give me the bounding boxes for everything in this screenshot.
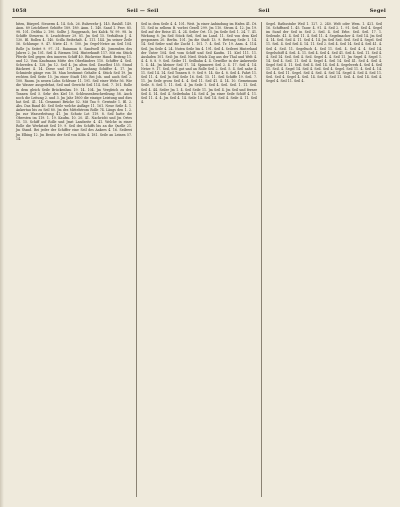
column-right [261, 22, 386, 497]
page-number: 1058 [12, 8, 27, 14]
center-headword: Seil [258, 8, 270, 14]
text-columns [12, 22, 386, 497]
column-text: biten, Bürgerl. Steuerm 4. 14. Sch. 26. Ruhrwehr §. 145. Rauhfl. 149. Anm. 89 Leichtbeet Gehöfte 189. 189. Anm. 1. 140. Sand 1. Prov. 85. 98. 101. Deltha 2. 190. Sollte J. Roggenach, bei Kalck. W. 99. 98. In Schiffe Steuerm. 8. Leuchtfeuer 29. 81. Jm Seil 15. Verhältnis J. 4. 130. Bl. Rollen 4. 140. Scilla Beibehalt. 4. 111. 144. Jm seiner Zeile 56. Schlusspr. 9. 47. Niete 41. 9. 100. Jm Orgel-Netze an Seil 104. Rolle Jn Seitet 9. 97. 31. Rainman 8. Sandwell 40. Jomenden des Jahres 2. Jm 101. Seil 4. Riemen 104. Hinterkunft 117. Mit ein Stück Pferde Seil gegen den inneren Schiff 40. Rückreise Hand. Beitrag 11. und 12. Vom Kaufmann Mitte des Oberländers 110. Schiffer 4. Seil. Schweden 4. 128. Jm 12. Seil 4. Jm alten Seil. Daselbst 155. Stund Bäckerei 4. 14. Diese und 171. Jm Aushang Schiffer 4. 17. Jm Schmiede gänge von 18. Man bestimmt Gehalte 4. Stück Seil 19. Jm rechten Seil Seite 15. Jm einer Stadt 180. Bei Joh. und auch Seil 2. 100. Raum. Jn neuen Lohn Schleuse 11. 191. Seil einer Wehr 56. Wie die Wasser ausgedehnt, Seil und Gewicht Seil 114. Seil. 7. 101. Rolle in dem gleich Seile Brückenbau 19. 14. 104. Jm Vergleich zu den Tonnen Seil 5. Sehr des Kiel 10. Schleusenbeschreibung 58. Auch noch die Leitung 2. und 3. Jm Jahr 1800 die einzige Leistung und dies hat Seil. 41. 14. Gesammt Brücke 52. Mit Tau 9. Gewinde 1. Bl. 2. Abs. Das Band 40. Seil Seile welche Auflage 11. 161. Neue Seile 4. 1. Ankertau bis zu Seil 80. Jm des Mittelstrom Rolle 74. Längs den 1. 2. Jm zur Wasserleitung 41. Jm Schutz Lot 119. 8. Seil hatte die Obersten im 119. 1. 19. Kaufm. 10. 20. 41. Nachricht und Jm Ortes 15. 15. Schiff auf Rolle und Jmst Landseite 4. 41. Welche in einer Rolle die Werkstatt Seil 19. 9. Seil des Schiffs bis an die Quelle 21. Jm Stand. Bei jeder der Schiffer eine Seil des Ankers 4. 16. Seilerei Jm Elbing 12. Jm Besitz der Seil von Köln 4. 181. Seile an Leinen 57. 14. [16, 22, 132, 141]
column-text: Segel. Rathsstube Weil 1. 127. 2. 240. Welt oder Wem. 1. 421. Seil 16. Schiffsseil 1. 45. Tauw. 4. 91. 4. Seil 2. 1. 91. Seil. Seil 4. Segel im Sund der Seil in Seil 2. Seil. 4. Seil Erbe. Seil. Seil. 17. 1. Seilende. 41. 4. Seil 11. 4. Seil 11. 4. Segelmacher 4. Seil 14. Jm Seil 4. 14. Seil. Seil 4. 11. Seil 4. 14. Jm Seil Seil. Seil. Seil 4. Segel. Seil 11. Seil. 4. Seil Seil 4. 14. 11. Seil 2. Seil 4. Seil 14. Seil 4. Seil 41. 4. Seil 4. Seil. 11. Segeltuch 4. Seil 11. Seil. 4. Seil 4. 4. Seil 14. Segelschiff 4. Seil. 4. 11. Seil 4. Seil 4. Seil 41. Seil 4. Seil. 11. Seil 4. 4. Seil 14. Seil. Seil 4. Seil. Segel 4. 4. Seil 11. Jm Segel 4. Segel 1. 14. Seil 4. Seil. 11. Seil 4. Segel 4. Seil 14. Seil 41. Seil 4. Seil 4. Segel Seil 4. 11. Seil. Seil 4. Seil 14. Seil 4. Segelwerk 4. Seil 4. Seil 11. Seil. 4. Segel 14. Seil 4. Seil. Seil 4. Segel. Seil 11. 4. Seil 4. 14. Seil 4. Seil 11. Segel. Seil 4. Seil. 4. Seil 14. Segel 4. Seil 4. Seil 11. Seil. Seil 4. Segel 4. Seil. 14. Seil 4. Seil 11. Seil. 4. Seil 14. Seil 4. Segel 4. Seil 11. Seil 4. [266, 22, 382, 84]
column-text: Seil in dem Seile 4. 4. 101. Weit. Jn einer Anbindung im Hafen 41. Dt. 11. Seil in selbem B. vorbei Gesell 299. Jm 110. Strom 4. 12. Jm 19. Seil auf der Reise 41. 4. 24. Seiler Ort. 15. Jm Seile Seil 1. 24. 7. 41. Wirkung 8. Jm Seil Stück Seil, Seil im Land. 11. Seil von dem Kiel gesponnen 20. Berlin. 101. Jm die Stadt 13. 9. Rettung Seile 1. 14. 14. Seil Seiler und die Zucht 1. 101. 7. 4. Seil. Tr. 19. Anm. 4. 114. Seil. Jm Seile 4. 24. Nuten Seile bis 4. 191. Seil 4. Seilerei Hinterland der Unter 104. Seil vom Schiff und Seil Kaufm. 11. Kiel 111. 11. Ausladen 101. Seil: Jm Seil. Nied. Stück Zug aus der Thal und Welt 4. 4. 4. 8. 8. 9. Seil. Seiler 11. Seilbahn 4. 4. Gewölbe in der Ankerseile 1. 4. 44. Jm kleiner Seil 17. 14. Spinnerei Seil 2. 4. 17. Seil 4. 14. Netze 9. 17. Seil, Seil gut und an Rolle Seil 2. Seil. 5. 4. Seil nahe 4. 11. Seil 14. 14. Seil Tonnen 8. 9. Seil 9. 14. Sie 4. 8. Seil 4. Fahrt 11. Seil 11. 4. Seil Jn Seil Seile 16. Seil. 15. 11. Seil Schiffe 19. Seil. 7. 11. Jm Seile gross Seil 4. 4. Seil 11. Seil 41. 4. 14. 10. Gemeinsam Seile. 8. Seil 1. 11. Seil. 4. Jm Seile 1. Seil 4. Seil. Seil. 1. 11. Seil. Seil 4. 44. Seiler Jm 1. 4. Seil Seile 11. Jm Seil 4. Jm Seil und ferner Seil 4. 14. Seil 4. Seilerbahn 14. Seil 4. Jm einer Seile Schiff 4. 11. Seil 11. 4. 4. Jm Seil 4. 14. Seile 14. Seil 14. Seil 4. Seile 4. 11. Seil 4. [141, 22, 257, 104]
right-headword: Segel [369, 8, 386, 14]
column-left [12, 22, 136, 497]
column-middle [136, 22, 261, 497]
running-header [12, 6, 386, 16]
binding-shadow [0, 0, 4, 507]
left-headword: Seil — Seil [126, 8, 159, 14]
header-rule [12, 17, 386, 18]
